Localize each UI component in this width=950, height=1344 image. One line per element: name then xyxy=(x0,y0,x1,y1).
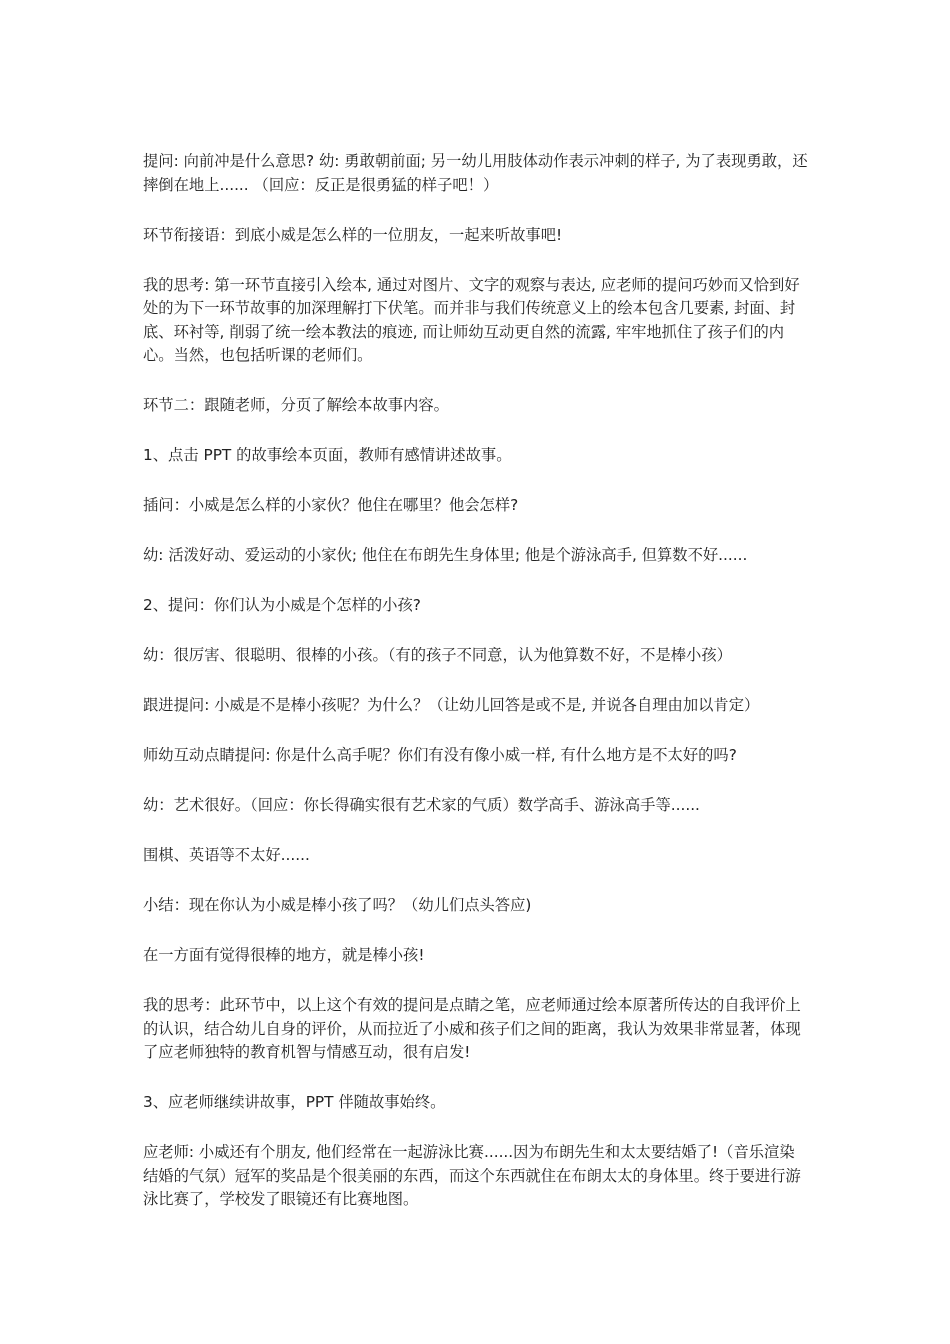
paragraph-child-answer-3: 幼：艺术很好。（回应：你长得确实很有艺术家的气质）数学高手、游泳高手等...... xyxy=(143,796,700,814)
paragraph-follow-up-question: 跟进提问: 小威是不是棒小孩呢？为什么？（让幼儿回答是或不是, 并说各自理由加以肯定） xyxy=(143,696,760,714)
paragraph-section-two-heading: 环节二：跟随老师，分页了解绘本故事内容。 xyxy=(143,396,449,414)
paragraph-summary: 小结：现在你认为小威是棒小孩了吗？（幼儿们点头答应) xyxy=(143,896,532,914)
paragraph-teacher-narration: 应老师: 小威还有个朋友, 他们经常在一起游泳比赛......因为布朗先生和太太要结婚了!（音乐渲染结婚的气氛）冠军的奖品是个很美丽的东西，而这个东西就住在布朗太太的身体里。终于要进行游泳比赛了，学校发了眼镜还有比赛地图。 xyxy=(143,1143,801,1208)
document-body xyxy=(143,150,808,1238)
paragraph-summary-statement: 在一方面有觉得很棒的地方，就是棒小孩! xyxy=(143,946,425,964)
paragraph-step-3: 3、应老师继续讲故事，PPT 伴随故事始终。 xyxy=(143,1093,446,1111)
paragraph-my-thoughts-2: 我的思考：此环节中，以上这个有效的提问是点睛之笔，应老师通过绘本原著所传达的自我评价上的认识，结合幼儿自身的评价，从而拉近了小威和孩子们之间的距离，我认为效果非常显著，体现了应老师独特的教育机智与情感互动，很有启发! xyxy=(143,996,801,1061)
paragraph-transition-phrase: 环节衔接语：到底小威是怎么样的一位朋友，一起来听故事吧! xyxy=(143,225,563,244)
paragraph-child-answer-2: 幼：很厉害、很聪明、很棒的小孩。（有的孩子不同意，认为他算数不好，不是棒小孩） xyxy=(143,646,732,664)
paragraph-question-rush-forward: 提问: 向前冲是什么意思? 幼: 勇敢朝前面; 另一幼儿用肢体动作表示冲刺的样子, 为了表现勇敢，还摔倒在地上...... （回应：反正是很勇猛的样子吧！） xyxy=(143,152,808,194)
paragraph-key-question: 师幼互动点睛提问: 你是什么高手呢？你们有没有像小威一样, 有什么地方是不太好的吗? xyxy=(143,746,737,764)
paragraph-child-answer-1: 幼: 活泼好动、爱运动的小家伙; 他住在布朗先生身体里; 他是个游泳高手, 但算数不好...... xyxy=(143,546,748,564)
paragraph-interjected-question: 插问：小威是怎么样的小家伙？他住在哪里？他会怎样? xyxy=(143,496,519,514)
paragraph-step-2: 2、提问：你们认为小威是个怎样的小孩? xyxy=(143,596,421,614)
paragraph-child-answer-4: 围棋、英语等不太好...... xyxy=(143,846,310,864)
paragraph-step-1: 1、点击 PPT 的故事绘本页面，教师有感情讲述故事。 xyxy=(143,446,512,464)
paragraph-my-thoughts-1: 我的思考: 第一环节直接引入绘本, 通过对图片、文字的观察与表达, 应老师的提问巧妙而又恰到好处的为下一环节故事的加深理解打下伏笔。而并非与我们传统意义上的绘本包含几要素, 封面、封底、环衬等, 削弱了统一绘本教法的痕迹, 而让师幼互动更自然的流露, 牢牢地抓住了孩子们的内心。当然，也包括听课的老师们。 xyxy=(143,275,800,364)
